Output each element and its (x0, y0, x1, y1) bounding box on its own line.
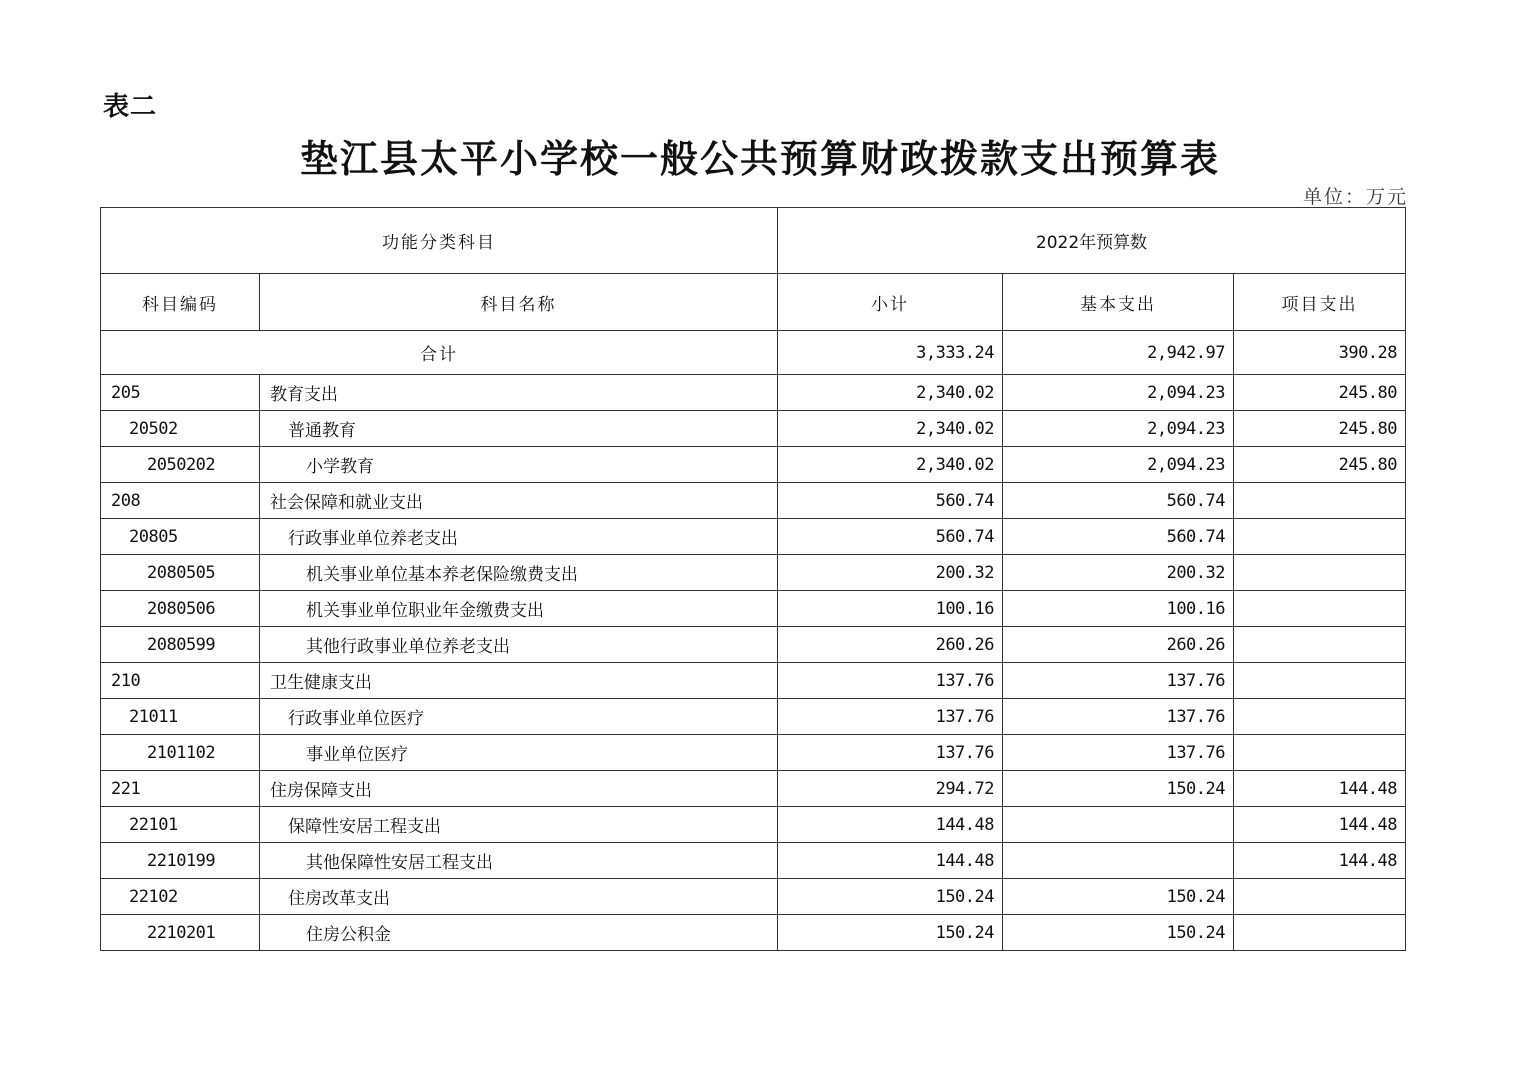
row-name: 其他行政事业单位养老支出 (260, 627, 778, 663)
row-name: 行政事业单位养老支出 (260, 519, 778, 555)
row-code: 210 (101, 663, 260, 699)
row-name: 卫生健康支出 (260, 663, 778, 699)
row-code: 20805 (101, 519, 260, 555)
table-row (101, 699, 1406, 735)
row-basic: 150.24 (1003, 879, 1234, 915)
row-basic: 2,094.23 (1003, 375, 1234, 411)
row-subtotal: 560.74 (778, 483, 1003, 519)
row-project (1234, 735, 1406, 771)
table-label: 表二 (103, 92, 158, 122)
row-name: 行政事业单位医疗 (260, 699, 778, 735)
row-project (1234, 591, 1406, 627)
total-label: 合计 (101, 331, 778, 375)
row-basic: 100.16 (1003, 591, 1234, 627)
row-subtotal: 2,340.02 (778, 375, 1003, 411)
header-function-classification: 功能分类科目 (101, 208, 778, 274)
row-name: 教育支出 (260, 375, 778, 411)
header-budget-year: 2022年预算数 (778, 208, 1406, 274)
row-subtotal: 200.32 (778, 555, 1003, 591)
row-name: 住房保障支出 (260, 771, 778, 807)
table-row (101, 483, 1406, 519)
row-basic: 2,094.23 (1003, 411, 1234, 447)
row-code: 22102 (101, 879, 260, 915)
row-basic: 150.24 (1003, 771, 1234, 807)
row-project: 245.80 (1234, 447, 1406, 483)
table-row (101, 447, 1406, 483)
row-project (1234, 915, 1406, 951)
row-basic: 137.76 (1003, 663, 1234, 699)
row-subtotal: 137.76 (778, 699, 1003, 735)
row-subtotal: 294.72 (778, 771, 1003, 807)
row-project (1234, 483, 1406, 519)
row-name: 保障性安居工程支出 (260, 807, 778, 843)
row-project (1234, 519, 1406, 555)
row-name: 机关事业单位基本养老保险缴费支出 (260, 555, 778, 591)
row-code: 2101102 (101, 735, 260, 771)
row-subtotal: 137.76 (778, 663, 1003, 699)
row-code: 21011 (101, 699, 260, 735)
row-basic: 560.74 (1003, 519, 1234, 555)
row-project: 144.48 (1234, 807, 1406, 843)
header-name: 科目名称 (260, 274, 778, 331)
header-project: 项目支出 (1234, 274, 1406, 331)
row-name: 其他保障性安居工程支出 (260, 843, 778, 879)
row-name: 机关事业单位职业年金缴费支出 (260, 591, 778, 627)
total-row (101, 331, 1406, 375)
row-subtotal: 560.74 (778, 519, 1003, 555)
total-project: 390.28 (1234, 331, 1406, 375)
row-basic (1003, 807, 1234, 843)
header-row-columns (101, 274, 1406, 331)
table-row (101, 843, 1406, 879)
row-project (1234, 627, 1406, 663)
table-row (101, 591, 1406, 627)
table-row (101, 915, 1406, 951)
row-code: 2210199 (101, 843, 260, 879)
row-code: 2080505 (101, 555, 260, 591)
row-name: 住房改革支出 (260, 879, 778, 915)
row-basic: 150.24 (1003, 915, 1234, 951)
row-basic (1003, 843, 1234, 879)
row-subtotal: 260.26 (778, 627, 1003, 663)
table-row (101, 807, 1406, 843)
row-subtotal: 100.16 (778, 591, 1003, 627)
table-row (101, 735, 1406, 771)
row-basic: 2,094.23 (1003, 447, 1234, 483)
table-row (101, 555, 1406, 591)
row-name: 普通教育 (260, 411, 778, 447)
row-subtotal: 2,340.02 (778, 447, 1003, 483)
budget-table (100, 207, 1406, 951)
row-project (1234, 663, 1406, 699)
row-project: 245.80 (1234, 375, 1406, 411)
row-code: 221 (101, 771, 260, 807)
header-basic: 基本支出 (1003, 274, 1234, 331)
row-basic: 137.76 (1003, 699, 1234, 735)
row-code: 205 (101, 375, 260, 411)
row-project: 245.80 (1234, 411, 1406, 447)
row-project: 144.48 (1234, 843, 1406, 879)
row-basic: 260.26 (1003, 627, 1234, 663)
total-subtotal: 3,333.24 (778, 331, 1003, 375)
row-subtotal: 137.76 (778, 735, 1003, 771)
total-basic: 2,942.97 (1003, 331, 1234, 375)
row-code: 2210201 (101, 915, 260, 951)
table-row (101, 663, 1406, 699)
row-project (1234, 699, 1406, 735)
page-title: 垫江县太平小学校一般公共预算财政拨款支出预算表 (299, 136, 1220, 181)
row-subtotal: 2,340.02 (778, 411, 1003, 447)
row-code: 2050202 (101, 447, 260, 483)
row-code: 22101 (101, 807, 260, 843)
row-code: 2080506 (101, 591, 260, 627)
row-basic: 200.32 (1003, 555, 1234, 591)
header-subtotal: 小计 (778, 274, 1003, 331)
row-name: 事业单位医疗 (260, 735, 778, 771)
row-project (1234, 879, 1406, 915)
row-subtotal: 144.48 (778, 843, 1003, 879)
row-code: 2080599 (101, 627, 260, 663)
row-name: 小学教育 (260, 447, 778, 483)
table-row (101, 771, 1406, 807)
row-project (1234, 555, 1406, 591)
row-subtotal: 144.48 (778, 807, 1003, 843)
row-basic: 560.74 (1003, 483, 1234, 519)
table-row (101, 519, 1406, 555)
row-subtotal: 150.24 (778, 915, 1003, 951)
row-basic: 137.76 (1003, 735, 1234, 771)
row-subtotal: 150.24 (778, 879, 1003, 915)
row-project: 144.48 (1234, 771, 1406, 807)
table-row (101, 879, 1406, 915)
unit-label: 单位：万元 (1302, 186, 1408, 208)
table-row (101, 627, 1406, 663)
table-row (101, 411, 1406, 447)
table-row (101, 375, 1406, 411)
header-code: 科目编码 (101, 274, 260, 331)
header-row-group (101, 208, 1406, 274)
row-code: 20502 (101, 411, 260, 447)
row-name: 社会保障和就业支出 (260, 483, 778, 519)
row-code: 208 (101, 483, 260, 519)
row-name: 住房公积金 (260, 915, 778, 951)
